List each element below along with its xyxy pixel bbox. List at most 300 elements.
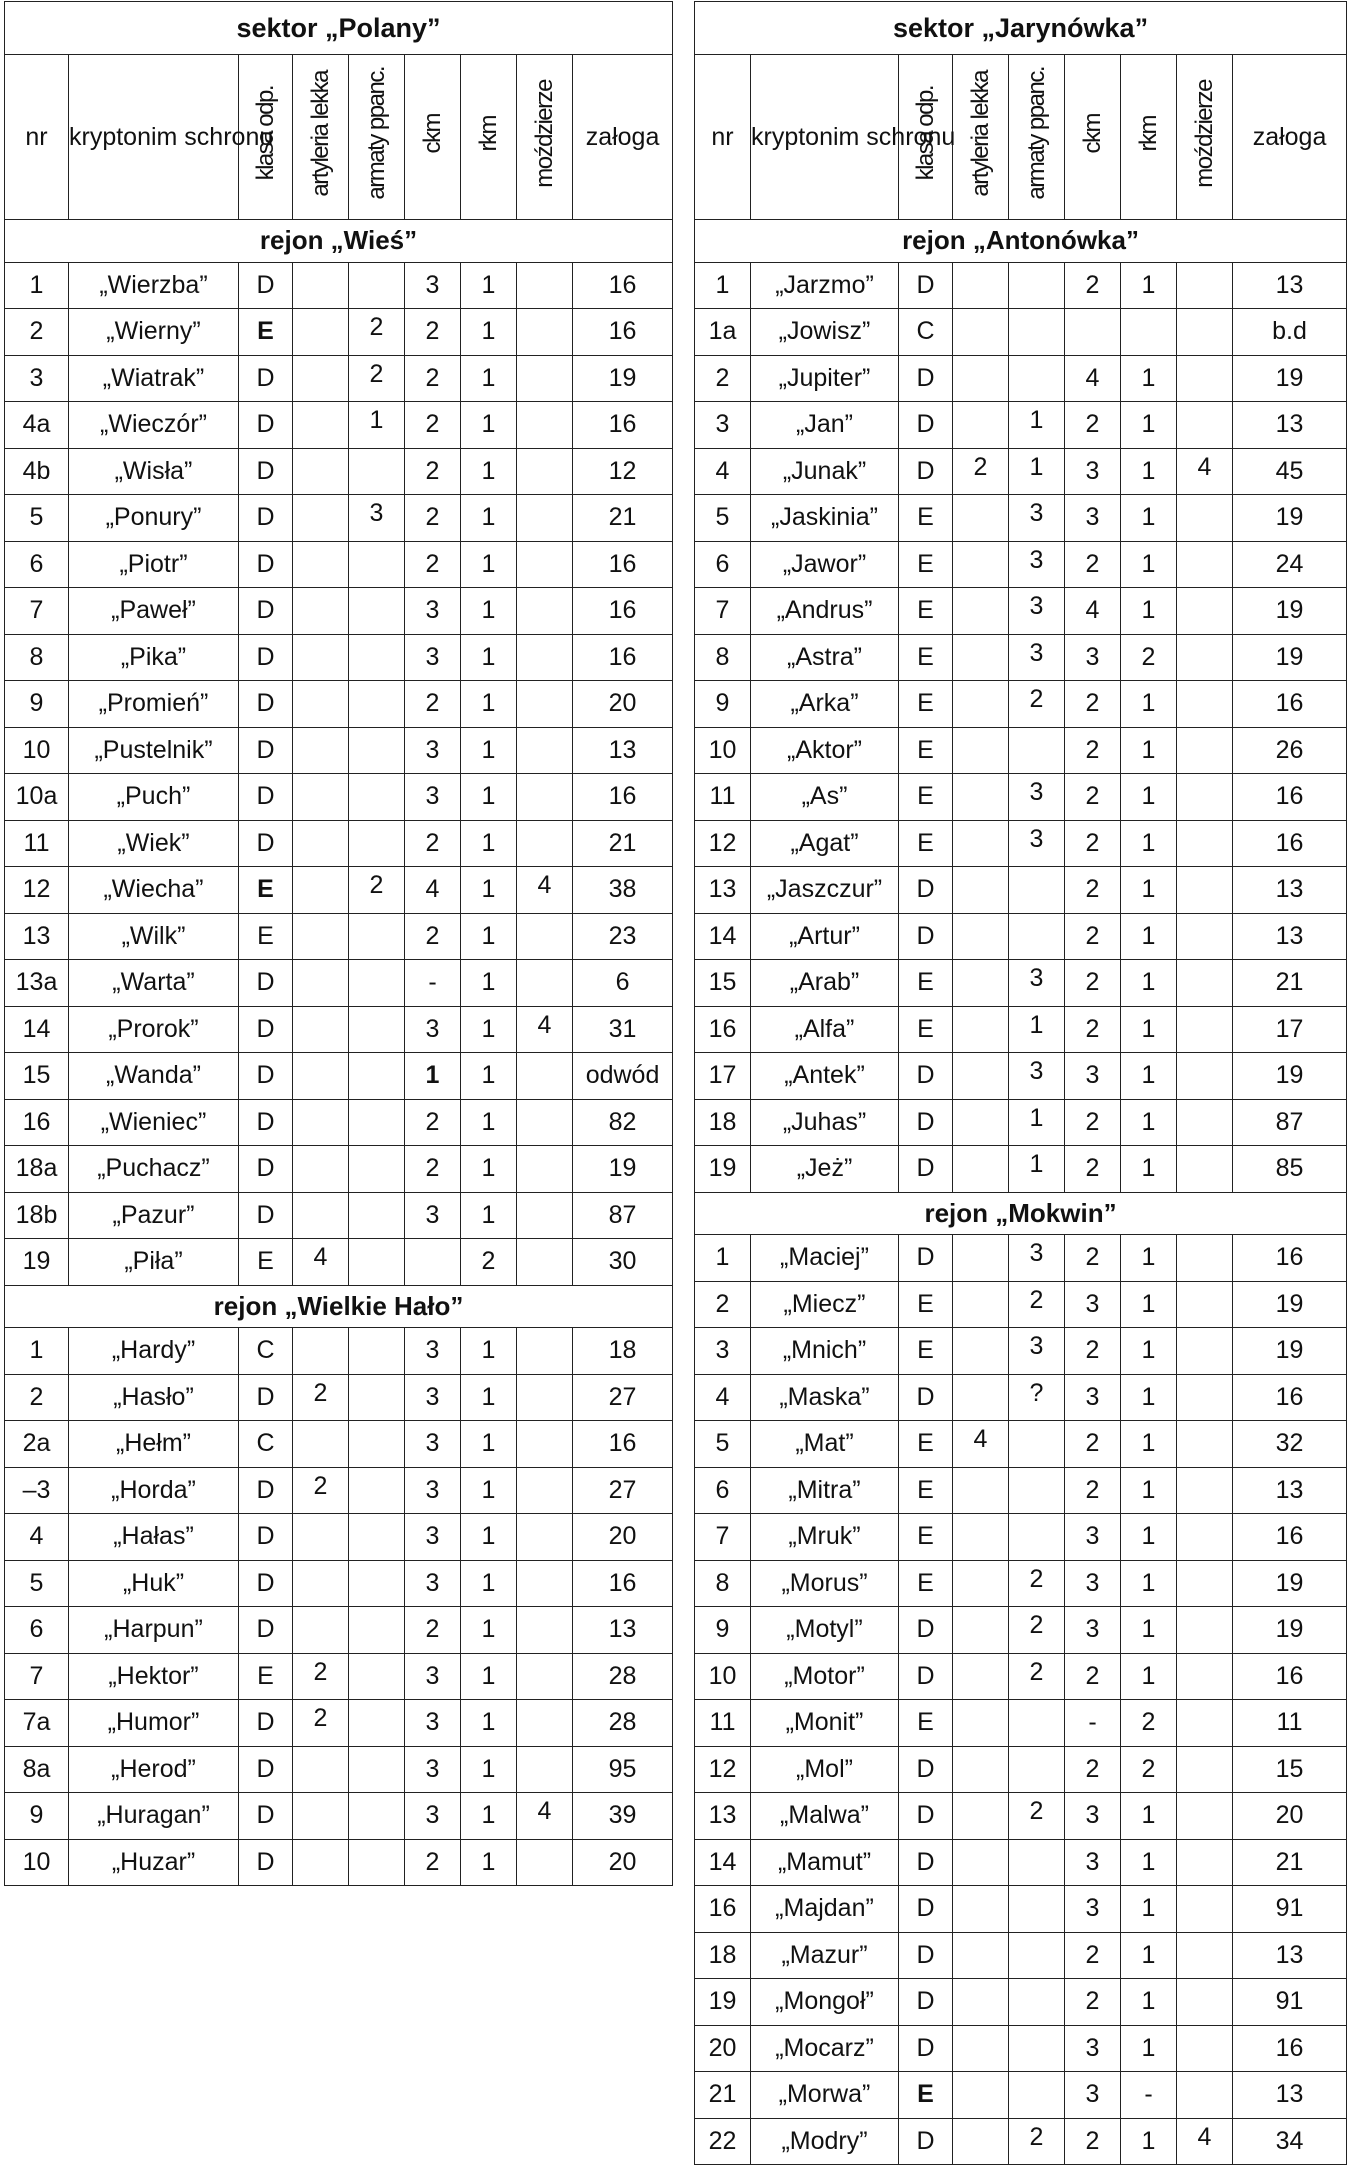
klasa-cell: D	[239, 262, 293, 309]
artyleria-cell	[293, 913, 349, 960]
klasa-cell: D	[239, 634, 293, 681]
klasa-cell: D	[239, 774, 293, 821]
header-artyleria	[293, 55, 349, 220]
klasa-cell: D	[239, 1793, 293, 1840]
armaty-cell: 2	[1009, 1653, 1065, 1700]
name-cell: „Wisła”	[69, 448, 239, 495]
armaty-cell: 2	[349, 867, 405, 914]
zaloga-cell: 13	[1233, 2072, 1347, 2119]
klasa-cell: E	[899, 727, 953, 774]
zaloga-cell: 27	[573, 1374, 673, 1421]
armaty-cell: 1	[1009, 1006, 1065, 1053]
armaty-cell: 2	[1009, 1793, 1065, 1840]
armaty-cell: 3	[1009, 1235, 1065, 1282]
ckm-cell: 3	[1065, 1053, 1121, 1100]
ckm-cell: 3	[1065, 1281, 1121, 1328]
zaloga-cell: 19	[1233, 1053, 1347, 1100]
klasa-cell: E	[899, 774, 953, 821]
klasa-cell: E	[239, 867, 293, 914]
artyleria-cell	[293, 541, 349, 588]
armaty-cell: 3	[1009, 774, 1065, 821]
mozdzierze-cell	[1177, 1560, 1233, 1607]
klasa-cell: D	[899, 913, 953, 960]
nr-cell: 18b	[5, 1192, 69, 1239]
rkm-cell: 1	[461, 495, 517, 542]
mozdzierze-cell	[517, 541, 573, 588]
nr-cell: 9	[5, 1793, 69, 1840]
ckm-cell: 3	[1065, 1374, 1121, 1421]
klasa-cell: D	[239, 1700, 293, 1747]
ckm-cell: 3	[405, 1192, 461, 1239]
rkm-cell: 1	[461, 1053, 517, 1100]
artyleria-cell	[953, 1607, 1009, 1654]
armaty-cell	[1009, 1979, 1065, 2026]
table-row	[5, 1700, 673, 1747]
klasa-cell: D	[899, 1839, 953, 1886]
artyleria-cell	[953, 1560, 1009, 1607]
rkm-cell: 1	[461, 1793, 517, 1840]
armaty-cell	[349, 1374, 405, 1421]
rkm-cell: 1	[1121, 1235, 1177, 1282]
name-cell: „Ponury”	[69, 495, 239, 542]
header-mozdzierze	[517, 55, 573, 220]
armaty-cell	[349, 448, 405, 495]
zaloga-cell: 91	[1233, 1979, 1347, 2026]
rkm-cell: 1	[461, 1560, 517, 1607]
name-cell: „Motyl”	[751, 1607, 899, 1654]
mozdzierze-cell	[1177, 1006, 1233, 1053]
artyleria-cell	[293, 960, 349, 1007]
rkm-cell: 2	[1121, 1746, 1177, 1793]
table-row	[695, 1006, 1347, 1053]
table-row	[695, 820, 1347, 867]
rkm-cell: 1	[461, 1467, 517, 1514]
artyleria-cell: 2	[293, 1374, 349, 1421]
nr-cell: 4a	[5, 402, 69, 449]
rkm-cell: 1	[1121, 1839, 1177, 1886]
zaloga-cell: 87	[573, 1192, 673, 1239]
ckm-cell: 3	[405, 1653, 461, 1700]
zaloga-cell: 16	[1233, 681, 1347, 728]
klasa-cell: E	[899, 541, 953, 588]
artyleria-cell	[953, 1746, 1009, 1793]
zaloga-cell: 19	[1233, 1607, 1347, 1654]
nr-cell: 12	[695, 1746, 751, 1793]
armaty-cell: 2	[349, 309, 405, 356]
armaty-cell: 1	[1009, 402, 1065, 449]
nr-cell: 1a	[695, 309, 751, 356]
zaloga-cell: 27	[573, 1467, 673, 1514]
mozdzierze-cell	[517, 495, 573, 542]
zaloga-cell: 26	[1233, 727, 1347, 774]
table-row	[695, 1700, 1347, 1747]
mozdzierze-cell	[1177, 1099, 1233, 1146]
nr-cell: 14	[695, 1839, 751, 1886]
ckm-cell: 2	[405, 681, 461, 728]
klasa-cell: D	[899, 1979, 953, 2026]
artyleria-cell	[953, 634, 1009, 681]
mozdzierze-cell	[1177, 820, 1233, 867]
rkm-cell: 1	[1121, 1006, 1177, 1053]
armaty-cell	[1009, 913, 1065, 960]
artyleria-cell	[293, 1146, 349, 1193]
name-cell: „Jan”	[751, 402, 899, 449]
ckm-cell: 2	[1065, 913, 1121, 960]
zaloga-cell: 16	[573, 634, 673, 681]
table-row	[695, 309, 1347, 356]
table-row	[695, 2072, 1347, 2119]
ckm-cell: 3	[405, 1328, 461, 1375]
ckm-cell: 4	[1065, 588, 1121, 635]
klasa-cell: D	[899, 1932, 953, 1979]
artyleria-cell	[953, 588, 1009, 635]
mozdzierze-cell	[1177, 1607, 1233, 1654]
armaty-cell: 1	[1009, 1099, 1065, 1146]
header-ckm	[405, 55, 461, 220]
name-cell: „Piła”	[69, 1239, 239, 1286]
klasa-cell: D	[899, 402, 953, 449]
ckm-cell: 2	[1065, 1421, 1121, 1468]
table-row	[695, 1235, 1347, 1282]
nr-cell: 10	[695, 727, 751, 774]
ckm-cell: 2	[1065, 867, 1121, 914]
table-row	[695, 727, 1347, 774]
mozdzierze-cell	[1177, 727, 1233, 774]
name-cell: „Huzar”	[69, 1839, 239, 1886]
klasa-cell: D	[899, 1607, 953, 1654]
artyleria-cell	[953, 774, 1009, 821]
rkm-cell: 1	[1121, 1514, 1177, 1561]
nr-cell: 18	[695, 1932, 751, 1979]
mozdzierze-cell	[1177, 913, 1233, 960]
table-row	[5, 1146, 673, 1193]
nr-cell: 19	[695, 1146, 751, 1193]
ckm-cell: 2	[1065, 727, 1121, 774]
mozdzierze-cell	[1177, 1793, 1233, 1840]
zaloga-cell: 20	[573, 1839, 673, 1886]
rkm-cell: 1	[461, 913, 517, 960]
armaty-cell	[1009, 1467, 1065, 1514]
name-cell: „Artur”	[751, 913, 899, 960]
klasa-cell: D	[899, 448, 953, 495]
ckm-cell: 3	[1065, 1793, 1121, 1840]
rkm-cell: 1	[1121, 1607, 1177, 1654]
armaty-cell: 2	[1009, 681, 1065, 728]
sector-jarynowka-table	[694, 1, 1347, 2165]
region-row	[5, 1285, 673, 1328]
rkm-cell: 1	[1121, 820, 1177, 867]
zaloga-cell: 13	[1233, 402, 1347, 449]
zaloga-cell: 19	[1233, 1560, 1347, 1607]
nr-cell: 15	[5, 1053, 69, 1100]
klasa-cell: E	[899, 1328, 953, 1375]
zaloga-cell: 13	[1233, 262, 1347, 309]
rkm-cell: 1	[461, 262, 517, 309]
header-nr: nr	[695, 55, 751, 220]
rkm-cell: 1	[1121, 1146, 1177, 1193]
zaloga-cell: 13	[1233, 1932, 1347, 1979]
zaloga-cell: 21	[573, 495, 673, 542]
mozdzierze-cell	[517, 1239, 573, 1286]
klasa-cell: D	[239, 1053, 293, 1100]
header-klasa-label: klasa odp.	[911, 86, 939, 181]
zaloga-cell: 12	[573, 448, 673, 495]
mozdzierze-cell	[1177, 774, 1233, 821]
nr-cell: 21	[695, 2072, 751, 2119]
rkm-cell: 1	[1121, 1374, 1177, 1421]
name-cell: „Herod”	[69, 1746, 239, 1793]
armaty-cell	[349, 1099, 405, 1146]
rkm-cell: 1	[1121, 867, 1177, 914]
zaloga-cell: 18	[573, 1328, 673, 1375]
rkm-cell: 1	[461, 1514, 517, 1561]
ckm-cell: 2	[405, 541, 461, 588]
klasa-cell: E	[239, 1239, 293, 1286]
klasa-cell: D	[239, 1467, 293, 1514]
nr-cell: 3	[695, 402, 751, 449]
klasa-cell: D	[899, 2025, 953, 2072]
name-cell: „Jaszczur”	[751, 867, 899, 914]
table-row	[5, 727, 673, 774]
armaty-cell	[349, 262, 405, 309]
table-row	[5, 681, 673, 728]
nr-cell: 14	[695, 913, 751, 960]
mozdzierze-cell	[1177, 1886, 1233, 1933]
rkm-cell: 1	[1121, 1421, 1177, 1468]
ckm-cell: 2	[1065, 960, 1121, 1007]
armaty-cell: 2	[1009, 1607, 1065, 1654]
header-nr: nr	[5, 55, 69, 220]
mozdzierze-cell	[1177, 1146, 1233, 1193]
name-cell: „Paweł”	[69, 588, 239, 635]
rkm-cell: 1	[1121, 960, 1177, 1007]
klasa-cell: E	[899, 495, 953, 542]
nr-cell: 7	[5, 588, 69, 635]
mozdzierze-cell	[1177, 541, 1233, 588]
armaty-cell	[1009, 1839, 1065, 1886]
klasa-cell: D	[239, 820, 293, 867]
table-row	[5, 1099, 673, 1146]
artyleria-cell	[953, 541, 1009, 588]
nr-cell: 10	[5, 1839, 69, 1886]
table-row	[5, 774, 673, 821]
artyleria-cell	[293, 774, 349, 821]
nr-cell: 5	[695, 1421, 751, 1468]
ckm-cell: 3	[405, 1700, 461, 1747]
mozdzierze-cell	[1177, 1421, 1233, 1468]
name-cell: „Mruk”	[751, 1514, 899, 1561]
artyleria-cell: 4	[293, 1239, 349, 1286]
artyleria-cell	[953, 1099, 1009, 1146]
mozdzierze-cell	[517, 588, 573, 635]
table-row	[5, 1053, 673, 1100]
artyleria-cell	[293, 681, 349, 728]
klasa-cell: E	[899, 1281, 953, 1328]
armaty-cell: 1	[1009, 448, 1065, 495]
table-row	[695, 1607, 1347, 1654]
armaty-cell	[1009, 309, 1065, 356]
klasa-cell: D	[899, 2118, 953, 2165]
ckm-cell: 4	[405, 867, 461, 914]
mozdzierze-cell: 4	[1177, 2118, 1233, 2165]
zaloga-cell: 16	[573, 774, 673, 821]
rkm-cell: 1	[1121, 1467, 1177, 1514]
name-cell: „Jaskinia”	[751, 495, 899, 542]
armaty-cell	[1009, 1746, 1065, 1793]
nr-cell: 8	[695, 1560, 751, 1607]
header-mozdzierze-label: moździerze	[1190, 79, 1218, 188]
name-cell: „Andrus”	[751, 588, 899, 635]
armaty-cell	[349, 1560, 405, 1607]
nr-cell: 6	[695, 541, 751, 588]
name-cell: „Majdan”	[751, 1886, 899, 1933]
armaty-cell	[349, 913, 405, 960]
table-row	[5, 402, 673, 449]
nr-cell: 1	[695, 262, 751, 309]
name-cell: „As”	[751, 774, 899, 821]
name-cell: „Arka”	[751, 681, 899, 728]
artyleria-cell	[293, 309, 349, 356]
rkm-cell: 1	[1121, 2025, 1177, 2072]
armaty-cell: 2	[1009, 1560, 1065, 1607]
armaty-cell	[1009, 867, 1065, 914]
artyleria-cell	[293, 1006, 349, 1053]
ckm-cell: 3	[405, 1514, 461, 1561]
klasa-cell: D	[899, 1746, 953, 1793]
mozdzierze-cell	[517, 262, 573, 309]
artyleria-cell	[953, 2025, 1009, 2072]
header-armaty	[1009, 55, 1065, 220]
zaloga-cell: 19	[1233, 355, 1347, 402]
header-ckm	[1065, 55, 1121, 220]
armaty-cell	[1009, 2072, 1065, 2119]
table-row	[695, 495, 1347, 542]
name-cell: „Astra”	[751, 634, 899, 681]
rkm-cell: 1	[461, 681, 517, 728]
armaty-cell: 3	[1009, 1053, 1065, 1100]
name-cell: „Puch”	[69, 774, 239, 821]
artyleria-cell	[293, 402, 349, 449]
nr-cell: –3	[5, 1467, 69, 1514]
sector-title-row	[695, 2, 1347, 55]
sector-polany-table	[4, 1, 673, 1886]
nr-cell: 22	[695, 2118, 751, 2165]
name-cell: „Jawor”	[751, 541, 899, 588]
klasa-cell: D	[239, 1514, 293, 1561]
armaty-cell	[349, 1467, 405, 1514]
nr-cell: 7	[695, 588, 751, 635]
nr-cell: 11	[5, 820, 69, 867]
ckm-cell: 3	[405, 1793, 461, 1840]
rkm-cell: 1	[1121, 1653, 1177, 1700]
rkm-cell: 1	[1121, 774, 1177, 821]
ckm-cell: 3	[405, 727, 461, 774]
nr-cell: 2	[695, 355, 751, 402]
ckm-cell: 2	[1065, 1746, 1121, 1793]
table-row	[5, 1421, 673, 1468]
zaloga-cell: b.d	[1233, 309, 1347, 356]
ckm-cell: 3	[1065, 448, 1121, 495]
armaty-cell: 3	[1009, 634, 1065, 681]
rkm-cell: 1	[461, 1607, 517, 1654]
mozdzierze-cell	[1177, 588, 1233, 635]
zaloga-cell: 34	[1233, 2118, 1347, 2165]
ckm-cell: 2	[1065, 1235, 1121, 1282]
header-kryptonim: kryptonim schronu	[69, 55, 239, 220]
mozdzierze-cell	[517, 1192, 573, 1239]
nr-cell: 3	[695, 1328, 751, 1375]
nr-cell: 2a	[5, 1421, 69, 1468]
name-cell: „Horda”	[69, 1467, 239, 1514]
armaty-cell: 3	[1009, 1328, 1065, 1375]
rkm-cell: 1	[1121, 448, 1177, 495]
ckm-cell: 2	[1065, 681, 1121, 728]
armaty-cell	[349, 1514, 405, 1561]
region-title: rejon „Wieś”	[5, 220, 673, 263]
mozdzierze-cell	[1177, 960, 1233, 1007]
artyleria-cell	[953, 1793, 1009, 1840]
zaloga-cell: 19	[573, 355, 673, 402]
table-row	[695, 355, 1347, 402]
nr-cell: 6	[5, 541, 69, 588]
artyleria-cell	[293, 262, 349, 309]
artyleria-cell	[953, 2118, 1009, 2165]
rkm-cell: 1	[1121, 1979, 1177, 2026]
table-row	[695, 448, 1347, 495]
artyleria-cell	[953, 402, 1009, 449]
artyleria-cell	[293, 1053, 349, 1100]
klasa-cell: C	[239, 1421, 293, 1468]
name-cell: „Humor”	[69, 1700, 239, 1747]
table-row	[695, 402, 1347, 449]
ckm-cell: 2	[405, 402, 461, 449]
zaloga-cell: 16	[1233, 1374, 1347, 1421]
rkm-cell: 1	[461, 1146, 517, 1193]
table-row	[5, 448, 673, 495]
klasa-cell: D	[899, 1053, 953, 1100]
mozdzierze-cell	[1177, 1979, 1233, 2026]
nr-cell: 3	[5, 355, 69, 402]
rkm-cell: 1	[1121, 913, 1177, 960]
name-cell: „Wieczór”	[69, 402, 239, 449]
armaty-cell: 3	[1009, 495, 1065, 542]
armaty-cell	[1009, 1886, 1065, 1933]
ckm-cell: 2	[1065, 1006, 1121, 1053]
mozdzierze-cell	[1177, 1514, 1233, 1561]
column-header-row	[5, 55, 673, 220]
table-row	[695, 1281, 1347, 1328]
mozdzierze-cell	[1177, 1700, 1233, 1747]
artyleria-cell	[293, 1746, 349, 1793]
armaty-cell	[349, 1421, 405, 1468]
table-row	[695, 2118, 1347, 2165]
name-cell: „Wilk”	[69, 913, 239, 960]
nr-cell: 5	[5, 495, 69, 542]
klasa-cell: E	[239, 913, 293, 960]
klasa-cell: D	[239, 448, 293, 495]
zaloga-cell: odwód	[573, 1053, 673, 1100]
header-rkm-label: rkm	[1134, 115, 1162, 152]
klasa-cell: E	[899, 681, 953, 728]
zaloga-cell: 16	[573, 541, 673, 588]
header-armaty	[349, 55, 405, 220]
rkm-cell: 1	[1121, 1886, 1177, 1933]
zaloga-cell: 6	[573, 960, 673, 1007]
armaty-cell	[349, 541, 405, 588]
nr-cell: 6	[695, 1467, 751, 1514]
name-cell: „Jarzmo”	[751, 262, 899, 309]
ckm-cell: 3	[405, 262, 461, 309]
